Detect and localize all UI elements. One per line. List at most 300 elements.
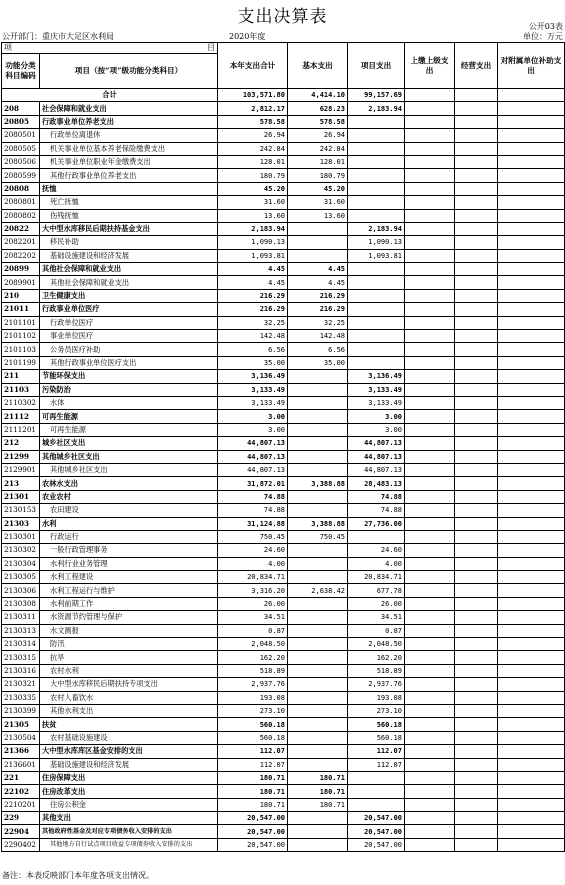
row-empty-cell [498, 611, 565, 624]
row-empty-cell [455, 236, 498, 249]
row-code: 208 [2, 102, 40, 115]
row-empty-cell [498, 718, 565, 731]
row-name: 可再生能源 [40, 423, 218, 436]
row-code: 2080802 [2, 209, 40, 222]
table-row [2, 169, 565, 182]
row-empty-cell [405, 383, 455, 396]
table-row [2, 209, 565, 222]
row-project: 112.07 [348, 745, 405, 758]
row-project: 20,547.00 [348, 812, 405, 825]
row-empty-cell [455, 624, 498, 637]
table-row [2, 638, 565, 651]
row-total: 180.71 [218, 785, 288, 798]
row-empty-cell [405, 651, 455, 664]
row-total: 1,090.13 [218, 236, 288, 249]
row-empty-cell [405, 812, 455, 825]
row-empty-cell [455, 169, 498, 182]
row-project [348, 785, 405, 798]
table-row [2, 785, 565, 798]
row-basic [288, 383, 348, 396]
table-row [2, 771, 565, 784]
row-name: 机关事业单位职业年金缴费支出 [40, 155, 218, 168]
row-empty-cell [455, 410, 498, 423]
row-empty-cell [405, 463, 455, 476]
row-empty-cell [498, 463, 565, 476]
table-row [2, 584, 565, 597]
row-empty-cell [455, 785, 498, 798]
row-empty-cell [455, 691, 498, 704]
row-basic [288, 838, 348, 851]
row-basic [288, 557, 348, 570]
row-name: 污染防治 [40, 383, 218, 396]
row-basic [288, 704, 348, 717]
row-empty-cell [405, 664, 455, 677]
row-name: 其他行政事业单位医疗支出 [40, 356, 218, 369]
row-basic [288, 718, 348, 731]
table-row [2, 798, 565, 811]
row-code: 2130153 [2, 504, 40, 517]
row-empty-cell [498, 222, 565, 235]
row-total: 4.45 [218, 263, 288, 276]
total-basic: 4,414.10 [288, 89, 348, 102]
row-empty-cell [405, 544, 455, 557]
row-name: 农村基础设施建设 [40, 731, 218, 744]
row-empty-cell [405, 557, 455, 570]
row-basic: 32.25 [288, 316, 348, 329]
row-empty-cell [405, 196, 455, 209]
row-code: 2082202 [2, 249, 40, 262]
row-code: 2080599 [2, 169, 40, 182]
row-empty-cell [498, 343, 565, 356]
row-project: 0.87 [348, 624, 405, 637]
row-empty-cell [498, 330, 565, 343]
table-row [2, 463, 565, 476]
row-name: 社会保障和就业支出 [40, 102, 218, 115]
row-code: 2130306 [2, 584, 40, 597]
row-total: 273.10 [218, 704, 288, 717]
table-row [2, 423, 565, 436]
row-basic: 4.45 [288, 263, 348, 276]
row-empty-cell [498, 450, 565, 463]
row-empty-cell [498, 704, 565, 717]
row-empty-cell [455, 758, 498, 771]
row-total: 20,547.00 [218, 838, 288, 851]
row-project: 560.18 [348, 731, 405, 744]
table-row [2, 517, 565, 530]
row-total: 750.45 [218, 530, 288, 543]
row-name: 其他支出 [40, 812, 218, 825]
row-basic [288, 236, 348, 249]
row-code: 2130304 [2, 557, 40, 570]
row-empty-cell [498, 825, 565, 838]
table-row [2, 477, 565, 490]
row-basic: 180.71 [288, 771, 348, 784]
row-empty-cell [498, 423, 565, 436]
row-empty-cell [498, 638, 565, 651]
row-total: 193.08 [218, 691, 288, 704]
row-code: 221 [2, 771, 40, 784]
row-empty-cell [405, 838, 455, 851]
row-total: 13.60 [218, 209, 288, 222]
row-total: 74.88 [218, 490, 288, 503]
row-code: 211 [2, 370, 40, 383]
table-row [2, 155, 565, 168]
row-empty-cell [405, 477, 455, 490]
row-empty-cell [405, 410, 455, 423]
row-name: 农业农村 [40, 490, 218, 503]
row-code: 2130335 [2, 691, 40, 704]
row-empty-cell [498, 691, 565, 704]
row-empty-cell [405, 330, 455, 343]
table-row [2, 370, 565, 383]
row-name: 行政单位医疗 [40, 316, 218, 329]
row-code: 2136601 [2, 758, 40, 771]
row-name: 其他政府性基金及对应专项债务收入安排的支出 [40, 825, 218, 838]
row-empty-cell [405, 611, 455, 624]
row-total: 20,834.71 [218, 571, 288, 584]
table-row [2, 330, 565, 343]
row-project: 3.00 [348, 410, 405, 423]
table-row [2, 196, 565, 209]
row-code: 2130313 [2, 624, 40, 637]
row-empty-cell [498, 798, 565, 811]
row-name: 水体 [40, 396, 218, 409]
row-empty-cell [455, 209, 498, 222]
row-name: 水利前期工作 [40, 597, 218, 610]
row-empty-cell [455, 838, 498, 851]
row-code: 2101101 [2, 316, 40, 329]
row-empty-cell [455, 798, 498, 811]
row-project: 44,807.13 [348, 463, 405, 476]
row-code: 21303 [2, 517, 40, 530]
row-code: 20805 [2, 115, 40, 128]
row-name: 抗旱 [40, 651, 218, 664]
row-name: 水资源节约管理与保护 [40, 611, 218, 624]
row-total: 44,807.13 [218, 463, 288, 476]
row-project [348, 343, 405, 356]
row-code: 21301 [2, 490, 40, 503]
row-empty-cell [498, 142, 565, 155]
row-empty-cell [498, 316, 565, 329]
row-total: 34.51 [218, 611, 288, 624]
row-empty-cell [498, 155, 565, 168]
table-row [2, 490, 565, 503]
row-empty-cell [498, 249, 565, 262]
fiscal-year: 2020年度 [229, 32, 266, 41]
row-project [348, 196, 405, 209]
table-row [2, 142, 565, 155]
row-empty-cell [455, 437, 498, 450]
table-row [2, 664, 565, 677]
row-total: 26.00 [218, 597, 288, 610]
table-row [2, 812, 565, 825]
row-basic [288, 678, 348, 691]
row-code: 2080505 [2, 142, 40, 155]
row-code: 212 [2, 437, 40, 450]
row-code: 2130504 [2, 731, 40, 744]
row-name: 其他城乡社区支出 [40, 463, 218, 476]
row-total: 20,547.00 [218, 812, 288, 825]
row-total: 31,872.01 [218, 477, 288, 490]
row-empty-cell [498, 169, 565, 182]
row-empty-cell [405, 718, 455, 731]
row-name: 大中型水库移民后期扶持专项支出 [40, 678, 218, 691]
row-name: 伤残抚恤 [40, 209, 218, 222]
row-name: 农林水支出 [40, 477, 218, 490]
row-total: 180.71 [218, 771, 288, 784]
total-label: 合计 [2, 89, 218, 102]
row-name: 农村水利 [40, 664, 218, 677]
row-empty-cell [455, 718, 498, 731]
row-empty-cell [498, 410, 565, 423]
row-empty-cell [455, 276, 498, 289]
row-project: 2,183.94 [348, 222, 405, 235]
row-total: 32.25 [218, 316, 288, 329]
row-total: 112.07 [218, 758, 288, 771]
row-total: 128.01 [218, 155, 288, 168]
row-total: 560.18 [218, 731, 288, 744]
row-empty-cell [455, 249, 498, 262]
row-name: 扶贫 [40, 718, 218, 731]
header-basic: 基本支出 [288, 43, 348, 89]
row-total: 0.87 [218, 624, 288, 637]
table-row [2, 222, 565, 235]
row-empty-cell [405, 102, 455, 115]
row-code: 2130315 [2, 651, 40, 664]
row-code: 20808 [2, 182, 40, 195]
row-basic: 750.45 [288, 530, 348, 543]
table-row [2, 704, 565, 717]
row-empty-cell [498, 182, 565, 195]
row-project: 4.00 [348, 557, 405, 570]
row-empty-cell [405, 209, 455, 222]
row-empty-cell [498, 504, 565, 517]
row-name: 卫生健康支出 [40, 289, 218, 302]
row-basic [288, 396, 348, 409]
header-name: 项目（按“项”级功能分类科目） [40, 54, 218, 89]
row-empty-cell [405, 798, 455, 811]
footnote: 备注：本表反映部门本年度各项支出情况。 [2, 871, 154, 880]
row-total: 242.84 [218, 142, 288, 155]
row-empty-cell [455, 356, 498, 369]
row-empty-cell [455, 638, 498, 651]
row-empty-cell [405, 142, 455, 155]
row-basic [288, 812, 348, 825]
row-total: 3,136.49 [218, 370, 288, 383]
row-total: 6.56 [218, 343, 288, 356]
table-row [2, 289, 565, 302]
row-name: 其他水利支出 [40, 704, 218, 717]
row-empty-cell [498, 370, 565, 383]
row-empty-cell [455, 330, 498, 343]
row-name: 行政事业单位医疗 [40, 303, 218, 316]
row-empty-cell [455, 571, 498, 584]
header-project: 项目支出 [348, 43, 405, 89]
row-name: 行政事业单位养老支出 [40, 115, 218, 128]
row-name: 住房保障支出 [40, 771, 218, 784]
row-total: 112.07 [218, 745, 288, 758]
row-empty-cell [455, 450, 498, 463]
row-empty-cell [498, 544, 565, 557]
row-empty-cell [498, 624, 565, 637]
row-project [348, 155, 405, 168]
row-basic [288, 745, 348, 758]
header-business: 经营支出 [455, 43, 498, 89]
table-row [2, 544, 565, 557]
table-row [2, 437, 565, 450]
table-row [2, 383, 565, 396]
row-code: 2130308 [2, 597, 40, 610]
row-empty-cell [455, 289, 498, 302]
row-project: 26.00 [348, 597, 405, 610]
row-name: 住房公积金 [40, 798, 218, 811]
row-empty-cell [498, 356, 565, 369]
table-row [2, 691, 565, 704]
row-empty-cell [405, 289, 455, 302]
header-total: 本年支出合计 [218, 43, 288, 89]
row-project [348, 129, 405, 142]
row-empty-cell [405, 691, 455, 704]
row-empty-cell [455, 343, 498, 356]
row-basic: 3,388.88 [288, 517, 348, 530]
row-basic [288, 571, 348, 584]
row-empty-cell [455, 477, 498, 490]
row-empty-cell [455, 771, 498, 784]
row-project: 1,093.81 [348, 249, 405, 262]
table-row [2, 745, 565, 758]
table-row [2, 115, 565, 128]
row-project: 518.89 [348, 664, 405, 677]
row-project [348, 142, 405, 155]
row-code: 20899 [2, 263, 40, 276]
row-basic [288, 544, 348, 557]
row-empty-cell [405, 571, 455, 584]
row-code: 21011 [2, 303, 40, 316]
row-code: 213 [2, 477, 40, 490]
row-name: 大中型水库库区基金安排的支出 [40, 745, 218, 758]
row-basic [288, 222, 348, 235]
row-total: 4.00 [218, 557, 288, 570]
row-empty-cell [498, 571, 565, 584]
row-name: 其他城乡社区支出 [40, 450, 218, 463]
row-code: 2130301 [2, 530, 40, 543]
item-label-right: 目 [207, 43, 215, 52]
row-name: 一般行政管理事务 [40, 544, 218, 557]
row-empty-cell [498, 812, 565, 825]
table-row [2, 825, 565, 838]
row-project: 44,807.13 [348, 437, 405, 450]
row-empty-cell [498, 396, 565, 409]
row-code: 2080506 [2, 155, 40, 168]
row-project: 3,136.49 [348, 370, 405, 383]
row-basic: 13.60 [288, 209, 348, 222]
row-project: 2,183.94 [348, 102, 405, 115]
row-project [348, 276, 405, 289]
row-project [348, 303, 405, 316]
row-empty-cell [455, 517, 498, 530]
row-empty-cell [405, 731, 455, 744]
row-empty-cell [498, 785, 565, 798]
row-basic: 242.84 [288, 142, 348, 155]
row-project [348, 530, 405, 543]
row-empty-cell [455, 423, 498, 436]
row-project: 2,937.76 [348, 678, 405, 691]
table-row [2, 129, 565, 142]
row-empty-cell [498, 651, 565, 664]
table-row [2, 343, 565, 356]
row-empty-cell [455, 544, 498, 557]
row-empty-cell [455, 504, 498, 517]
row-code: 210 [2, 289, 40, 302]
row-name: 农村人畜饮水 [40, 691, 218, 704]
row-empty-cell [498, 276, 565, 289]
row-project: 27,736.00 [348, 517, 405, 530]
row-basic: 3,388.88 [288, 477, 348, 490]
row-empty-cell [498, 530, 565, 543]
row-basic [288, 450, 348, 463]
row-empty-cell [455, 316, 498, 329]
row-basic [288, 651, 348, 664]
row-empty-cell [405, 169, 455, 182]
row-project: 162.20 [348, 651, 405, 664]
row-empty-cell [405, 236, 455, 249]
table-row [2, 249, 565, 262]
row-name: 其他社会保障和就业支出 [40, 263, 218, 276]
row-empty-cell [405, 597, 455, 610]
row-empty-cell [498, 437, 565, 450]
row-empty-cell [498, 209, 565, 222]
row-basic: 216.29 [288, 303, 348, 316]
row-total: 560.18 [218, 718, 288, 731]
table-row [2, 597, 565, 610]
row-total: 3,133.49 [218, 383, 288, 396]
row-empty-cell [498, 196, 565, 209]
row-code: 2110302 [2, 396, 40, 409]
row-empty-cell [498, 263, 565, 276]
row-project: 34.51 [348, 611, 405, 624]
table-row [2, 182, 565, 195]
row-project: 3,133.49 [348, 396, 405, 409]
row-code: 2210201 [2, 798, 40, 811]
row-empty-cell [455, 664, 498, 677]
row-basic: 2,638.42 [288, 584, 348, 597]
table-row [2, 557, 565, 570]
row-project: 74.88 [348, 504, 405, 517]
row-empty-cell [455, 370, 498, 383]
row-project: 112.07 [348, 758, 405, 771]
row-empty-cell [405, 530, 455, 543]
row-project: 273.10 [348, 704, 405, 717]
row-empty-cell [455, 463, 498, 476]
table-row [2, 678, 565, 691]
row-total: 24.60 [218, 544, 288, 557]
row-empty-cell [405, 437, 455, 450]
row-project: 44,807.13 [348, 450, 405, 463]
row-empty-cell [455, 704, 498, 717]
row-empty-cell [455, 196, 498, 209]
row-basic: 128.01 [288, 155, 348, 168]
row-basic: 628.23 [288, 102, 348, 115]
row-empty-cell [405, 745, 455, 758]
row-empty-cell [405, 504, 455, 517]
table-row [2, 450, 565, 463]
row-empty-cell [405, 129, 455, 142]
row-basic [288, 410, 348, 423]
table-row [2, 651, 565, 664]
row-project [348, 169, 405, 182]
row-basic: 45.20 [288, 182, 348, 195]
row-project: 28,483.13 [348, 477, 405, 490]
